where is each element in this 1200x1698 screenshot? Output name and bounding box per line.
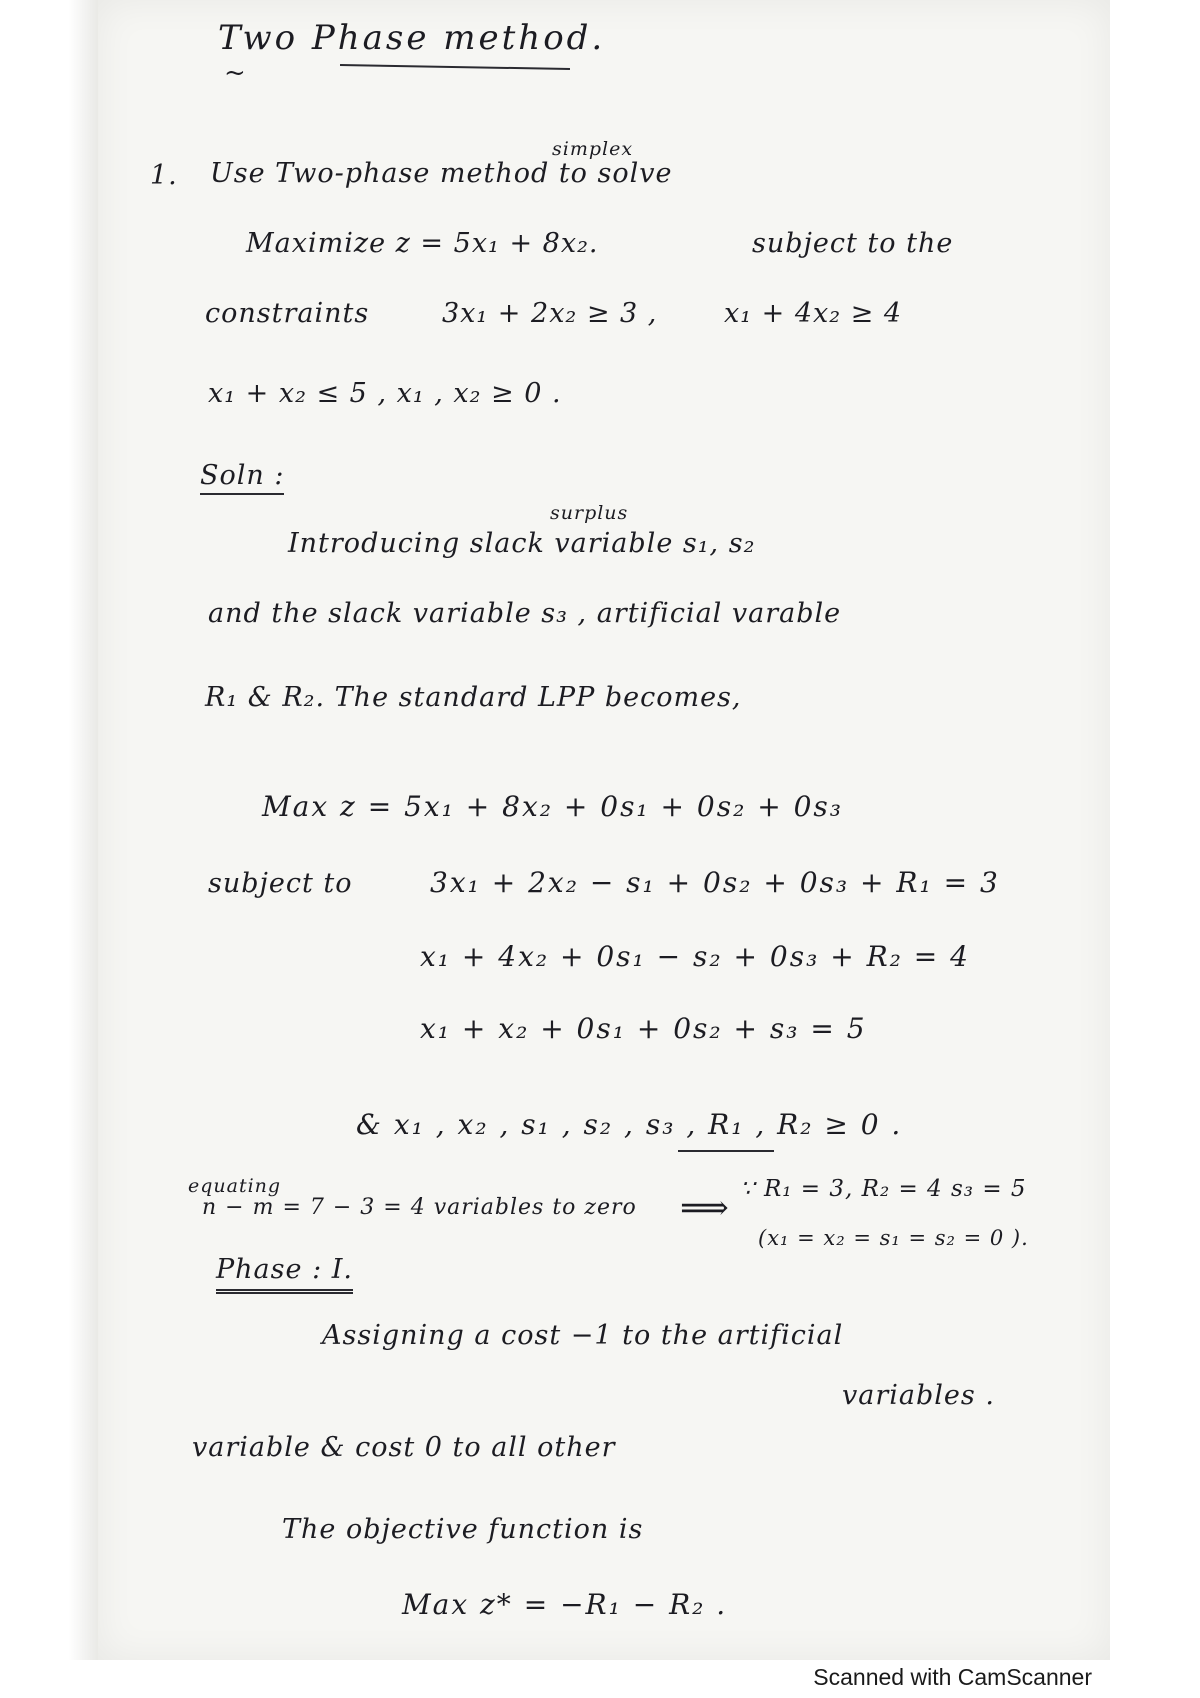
insert-word-simplex: simplex (552, 138, 634, 160)
nonneg-underline (678, 1150, 774, 1152)
phase-one-heading: Phase : I. (216, 1254, 353, 1294)
objective-intro: The objective function is (282, 1514, 644, 1545)
solution-label: Soln : (200, 460, 284, 495)
nonbasic-values: (x₁ = x₂ = s₁ = s₂ = 0 ). (758, 1226, 1029, 1250)
problem-number: 1. (150, 160, 178, 191)
insert-word-surplus: surplus (550, 502, 629, 524)
objective-function: Maximize z = 5x₁ + 8x₂. (246, 228, 599, 259)
implies-arrow-icon: ⟹ (680, 1188, 729, 1228)
intro-line-1: Introducing slack variable s₁, s₂ (288, 528, 756, 559)
assign-line-3: variable & cost 0 to all other (192, 1432, 616, 1463)
basic-values: ∵ R₁ = 3, R₂ = 4 s₃ = 5 (740, 1176, 1027, 1202)
constraints-label: constraints (205, 298, 370, 329)
constraint-3: x₁ + x₂ ≤ 5 , x₁ , x₂ ≥ 0 . (208, 378, 562, 409)
problem-prompt: Use Two-phase method to solve (210, 158, 673, 189)
standard-constraint-3: x₁ + x₂ + 0s₁ + 0s₂ + s₃ = 5 (420, 1012, 867, 1045)
standard-objective: Max z = 5x₁ + 8x₂ + 0s₁ + 0s₂ + 0s₃ (262, 790, 843, 823)
phase-one-objective: Max z* = −R₁ − R₂ . (402, 1588, 728, 1621)
assign-line-1: Assigning a cost −1 to the artificial (322, 1320, 844, 1351)
scanner-watermark: Scanned with CamScanner (813, 1664, 1092, 1690)
assign-line-2: variables . (842, 1380, 995, 1411)
intro-line-2: and the slack variable s₃ , artificial varable (208, 598, 842, 629)
tilde-mark: ~ (224, 58, 247, 88)
page-title: Two Phase method. (218, 18, 606, 58)
variables-to-zero: n − m = 7 − 3 = 4 variables to zero (202, 1195, 637, 1220)
intro-line-3: R₁ & R₂. The standard LPP becomes, (205, 682, 742, 713)
constraint-2: x₁ + 4x₂ ≥ 4 (724, 298, 903, 329)
equating-label: equating (188, 1175, 282, 1197)
non-negativity: & x₁ , x₂ , s₁ , s₂ , s₃ , R₁ , R₂ ≥ 0 . (356, 1108, 903, 1141)
scan-margin (0, 0, 98, 1660)
subject-to-text: subject to the (752, 228, 954, 259)
standard-constraint-1: 3x₁ + 2x₂ − s₁ + 0s₂ + 0s₃ + R₁ = 3 (430, 866, 1000, 899)
subject-to-label: subject to (208, 868, 353, 899)
standard-constraint-2: x₁ + 4x₂ + 0s₁ − s₂ + 0s₃ + R₂ = 4 (420, 940, 970, 973)
constraint-1: 3x₁ + 2x₂ ≥ 3 , (442, 298, 658, 329)
